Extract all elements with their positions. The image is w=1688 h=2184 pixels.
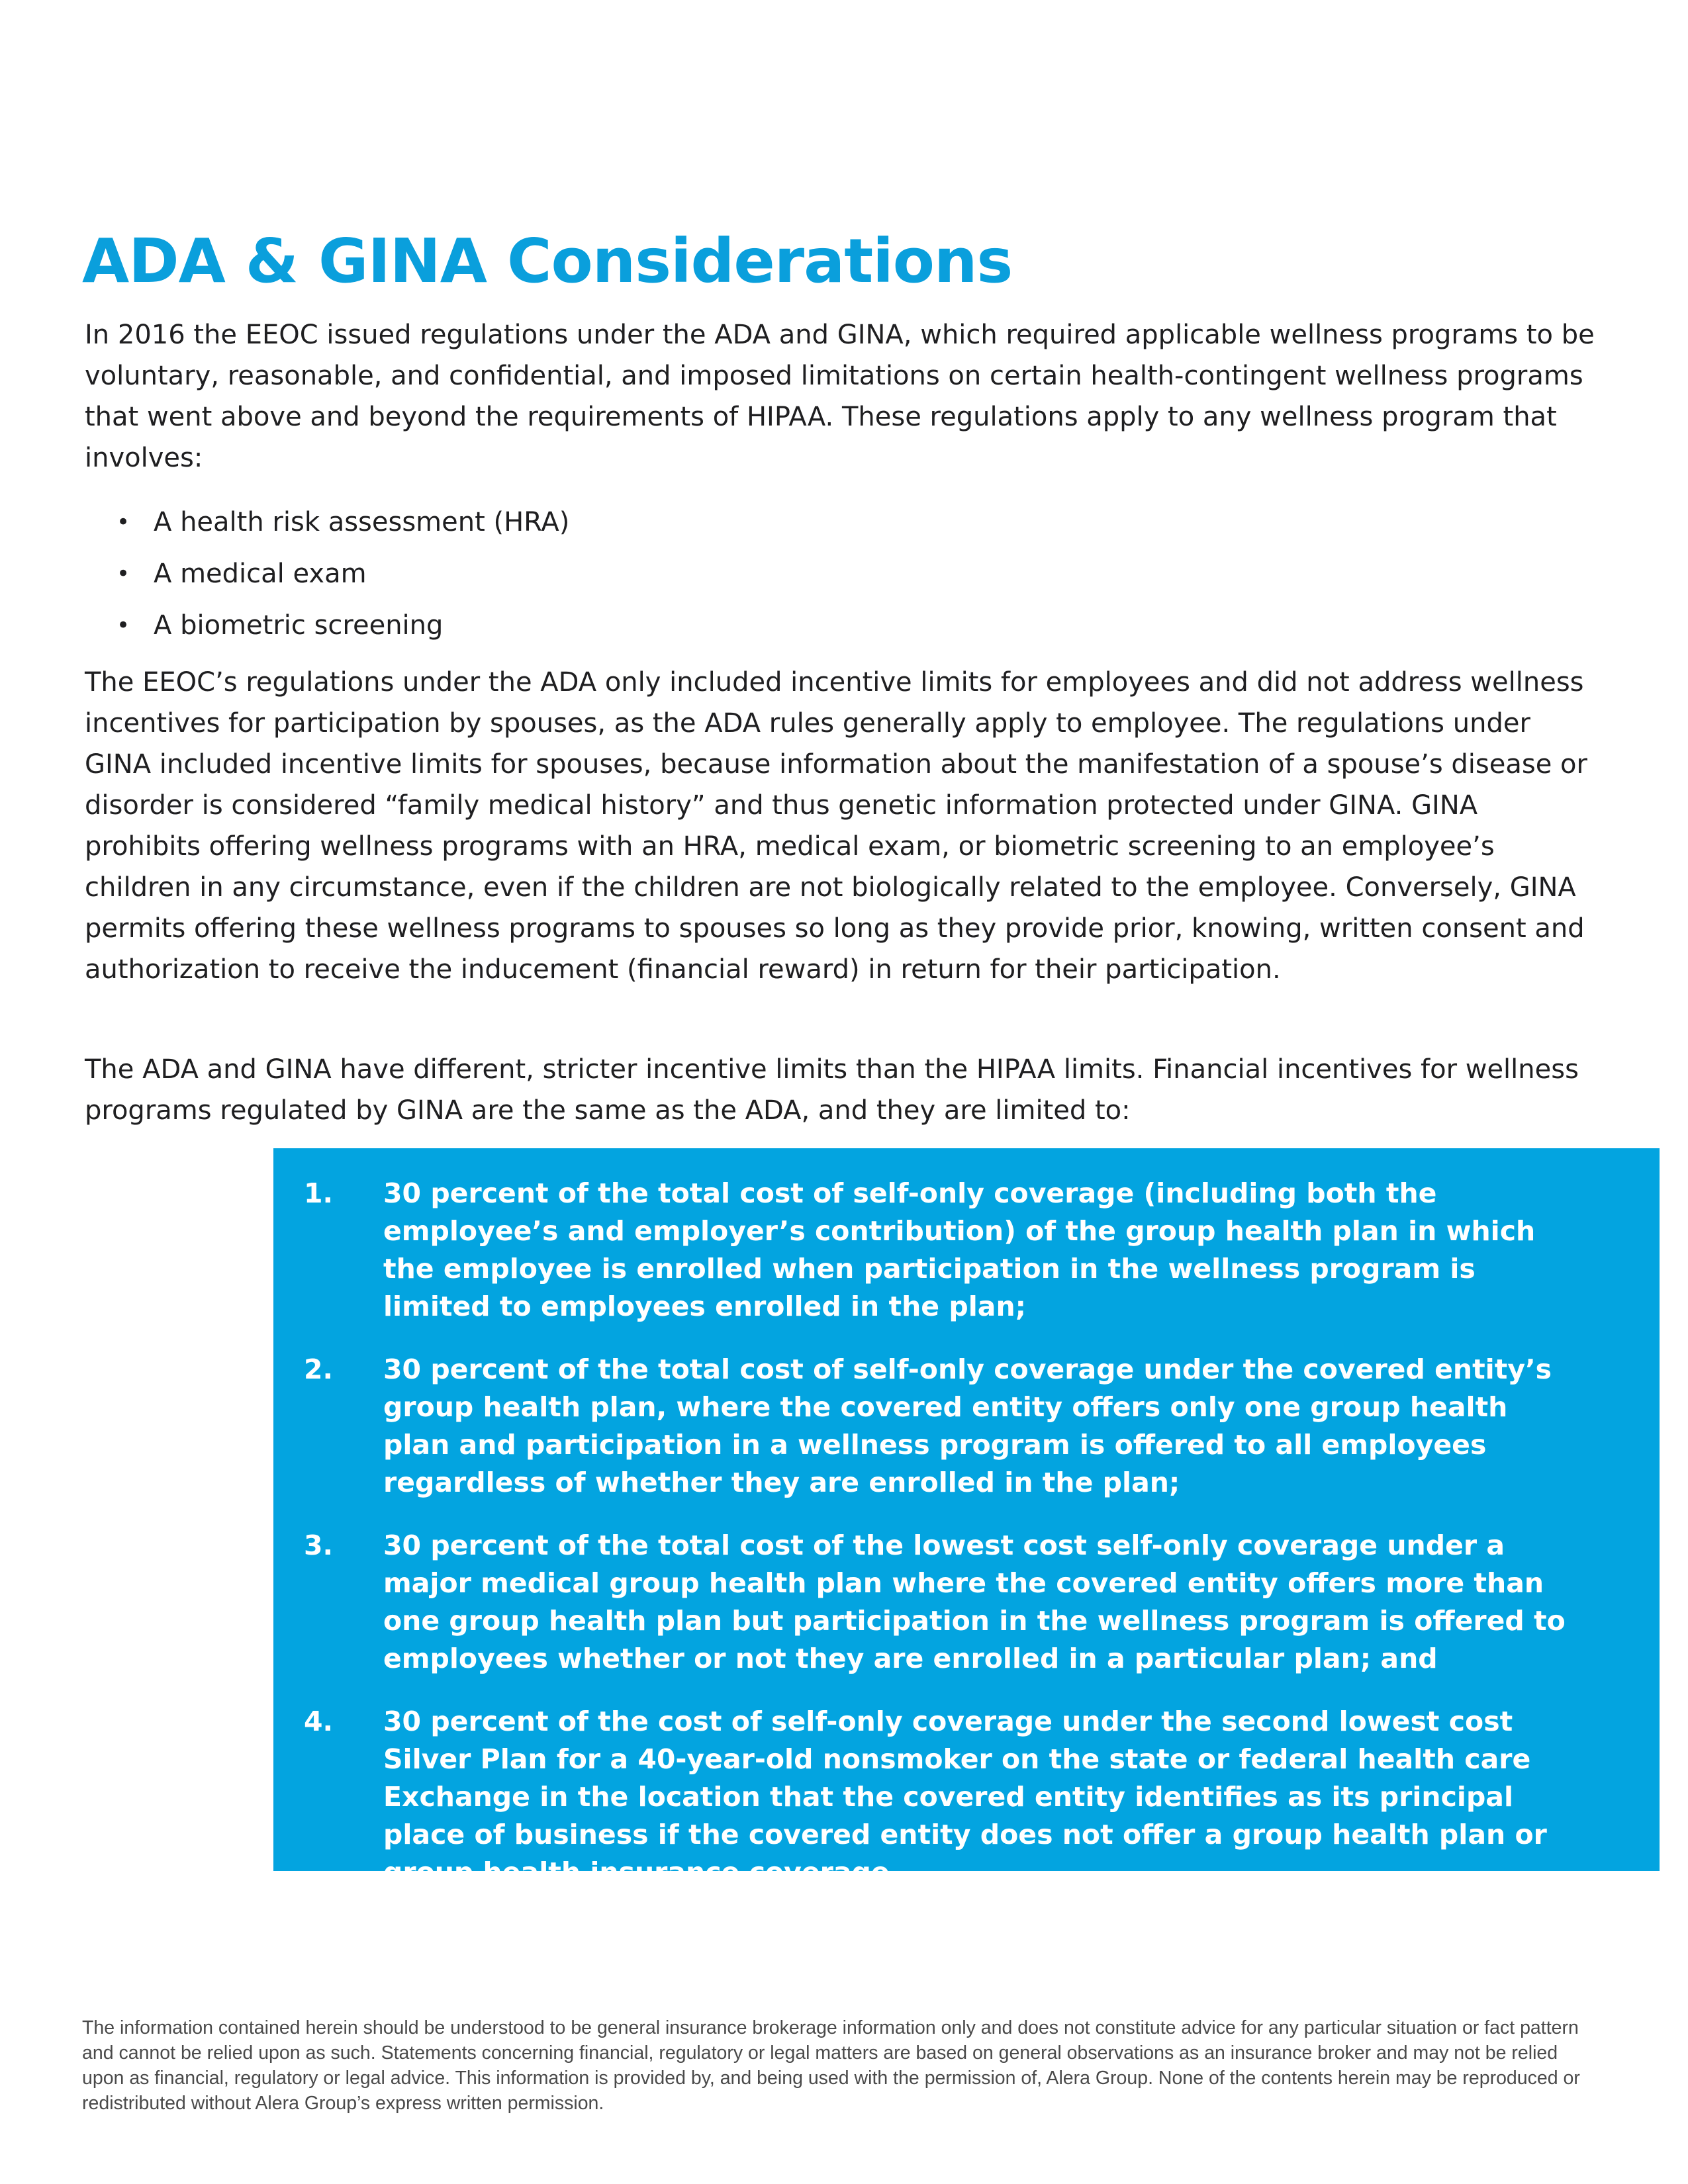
limits-intro-paragraph: The ADA and GINA have different, stricter incentive limits than the HIPAA limits. Financial incentives for wellness programs regulated by GINA are the same as the ADA, and they are limited to: (85, 1054, 1579, 1126)
list-item (85, 496, 1409, 548)
limit-text: 30 percent of the total cost of self-only coverage (including both the employee’s and employer’s contribution) of the group health plan in which the employee is enrolled when participation in the wellness program is limited to employees enrolled in the plan; (383, 1177, 1536, 1322)
limit-item (304, 1703, 1580, 1891)
list-item-text: A health risk assessment (HRA) (154, 507, 570, 537)
incentive-limits-callout (273, 1148, 1660, 1888)
wellness-program-types-list (85, 496, 1409, 651)
incentive-limits-list (304, 1175, 1580, 1891)
limit-text: 30 percent of the total cost of self-only coverage under the covered entity’s group health plan, where the covered entity offers only one group health plan and participation in a wellness program is offered to all employees regardless of whether they are enrolled in the plan; (383, 1353, 1552, 1498)
limit-number: 2. (304, 1353, 334, 1385)
limit-item (304, 1175, 1580, 1326)
list-item-text: A biometric screening (154, 610, 444, 641)
limit-text: 30 percent of the total cost of the lowest cost self-only coverage under a major medical group health plan where the covered entity offers more than one group health plan but participation in the wellness program is offered to employees whether or not they are enrolled in a particular plan; and (383, 1529, 1566, 1674)
bullet-marker: • (117, 509, 130, 535)
bullet-marker: • (117, 561, 130, 587)
list-item-text: A medical exam (154, 559, 367, 589)
limit-item (304, 1351, 1580, 1502)
limit-item (304, 1527, 1580, 1678)
intro-paragraph: In 2016 the EEOC issued regulations under the ADA and GINA, which required applicable wellness programs to be voluntary, reasonable, and confidential, and imposed limitations on certain health-contingent wellness programs that went above and beyond the requirements of HIPAA. These regulations apply to any wellness program that involves: (85, 320, 1595, 473)
limit-number: 4. (304, 1706, 334, 1737)
limit-number: 3. (304, 1529, 334, 1561)
list-item (85, 600, 1409, 651)
page-title: ADA & GINA Considerations (82, 226, 1013, 296)
limit-number: 1. (304, 1177, 334, 1209)
legal-disclaimer: The information contained herein should be understood to be general insurance brokerage information only and does not constitute advice for any particular situation or fact pattern and cannot be relied upon as such. Statements concerning financial, regulatory or legal matters are based on general observations as an insurance broker and may not be relied upon as financial, regulatory or legal advice. This information is provided by, and being used with the permission of, Alera Group. None of the contents herein may be reproduced or redistributed without Alera Group’s express written permission. (82, 2017, 1580, 2114)
list-item (85, 548, 1409, 600)
regulations-paragraph: The EEOC’s regulations under the ADA only included incentive limits for employees and did not address wellness incentives for participation by spouses, as the ADA rules generally apply to employee. The regulations under GINA included incentive limits for spouses, because information about the manifestation of a spouse’s disease or disorder is considered “family medical history” and thus genetic information protected under GINA. GINA prohibits offering wellness programs with an HRA, medical exam, or biometric screening to an employee’s children in any circumstance, even if the children are not biologically related to the employee. Conversely, GINA permits offering these wellness programs to spouses so long as they provide prior, knowing, written consent and authorization to receive the inducement (financial reward) in return for their participation. (85, 667, 1587, 985)
limit-text: 30 percent of the cost of self-only coverage under the second lowest cost Silver Plan for a 40-year-old nonsmoker on the state or federal health care Exchange in the location that the covered entity identifies as its principal place of business if the covered entity does not offer a group health plan or group health insurance coverage. (383, 1706, 1547, 1888)
bullet-marker: • (117, 612, 130, 639)
